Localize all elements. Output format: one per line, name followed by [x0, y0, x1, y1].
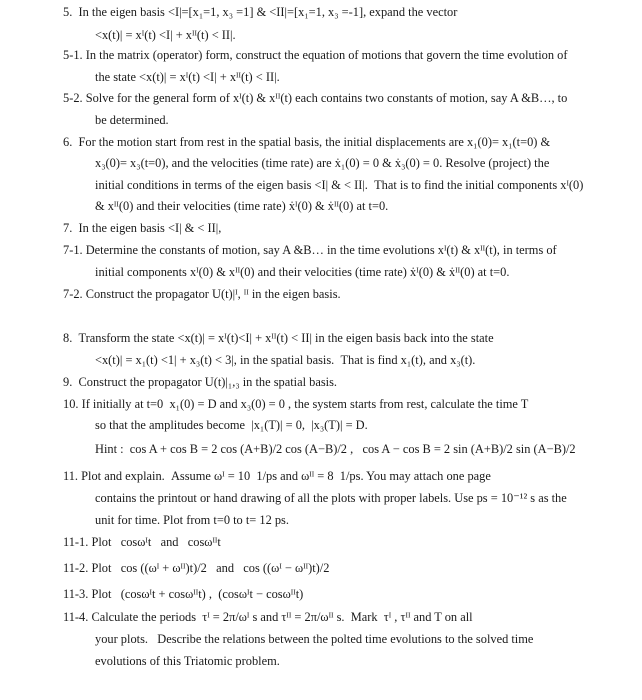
problem-5-line-1: 5. In the eigen basis <I|=[x₁=1, x₃ =1] & <II|=[x₁=1, x₃ =-1], expand the vector: [63, 5, 458, 19]
problem-11-2-line-1: 11-2. Plot cos ((ωᴵ + ωᴵᴵ)t)/2 and cos ((ωᴵ − ωᴵᴵ)t)/2: [63, 561, 330, 575]
problem-11-4-line-2: your plots. Describe the relations between the polted time evolutions to the solved time: [95, 632, 534, 646]
problem-11-line-2: contains the printout or hand drawing of all the plots with proper labels. Use ps = 10⁻¹² s as the: [95, 491, 567, 505]
problem-10-line-2: so that the amplitudes become |x₁(T)| = 0, |x₃(T)| = D.: [95, 418, 368, 432]
problem-9-line-1: 9. Construct the propagator U(t)|₁,₃ in the spatial basis.: [63, 375, 338, 389]
problem-11-3-line-1: 11-3. Plot (cosωᴵt + cosωᴵᴵt) , (cosωᴵt − cosωᴵᴵt): [63, 587, 304, 601]
problem-11-line-3: unit for time. Plot from t=0 to t= 12 ps.: [95, 513, 289, 527]
problem-5-2-line-1: 5-2. Solve for the general form of xᴵ(t) & xᴵᴵ(t) each contains two constants of motion, say A &B…, to: [63, 91, 568, 105]
problem-6-line-4: & xᴵᴵ(0) and their velocities (time rate) ẋᴵ(0) & ẋᴵᴵ(0) at t=0.: [95, 199, 389, 213]
problem-7-1-line-1: 7-1. Determine the constants of motion, say A &B… in the time evolutions xᴵ(t) & xᴵᴵ(t), in terms of: [63, 243, 557, 257]
problem-7-1-line-2: initial components xᴵ(0) & xᴵᴵ(0) and their velocities (time rate) ẋᴵ(0) & ẋᴵᴵ(0) at t=0.: [95, 265, 510, 279]
problem-5-1-line-1: 5-1. In the matrix (operator) form, construct the equation of motions that govern the time evolution of: [63, 48, 568, 62]
problem-5-line-2: <x(t)| = xᴵ(t) <I| + xᴵᴵ(t) < II|.: [95, 28, 236, 42]
problem-11-4-line-3: evolutions of this Triatomic problem.: [95, 654, 280, 668]
problem-11-line-1: 11. Plot and explain. Assume ωᴵ = 10 1/ps and ωᴵᴵ = 8 1/ps. You may attach one page: [63, 469, 491, 483]
problem-6-line-2: x₃(0)= x₃(t=0), and the velocities (time rate) are ẋ₁(0) = 0 & ẋ₃(0) = 0. Resolve (project) the: [95, 156, 550, 170]
problem-10-line-1: 10. If initially at t=0 x₁(0) = D and x₃(0) = 0 , the system starts from rest, calculate the time T: [63, 397, 529, 411]
problem-5-2-line-2: be determined.: [95, 113, 169, 127]
problem-10-hint: Hint : cos A + cos B = 2 cos (A+B)/2 cos (A−B)/2 , cos A − cos B = 2 sin (A+B)/2 sin (A−B)/2: [95, 442, 576, 456]
problem-5-1-line-2: the state <x(t)| = xᴵ(t) <I| + xᴵᴵ(t) < II|.: [95, 70, 280, 84]
problem-11-4-line-1: 11-4. Calculate the periods τᴵ = 2π/ωᴵ s and τᴵᴵ = 2π/ωᴵᴵ s. Mark τᴵ , τᴵᴵ and T on all: [63, 610, 473, 624]
problem-8-line-2: <x(t)| = x₁(t) <1| + x₃(t) < 3|, in the spatial basis. That is find x₁(t), and x₃(t).: [95, 353, 476, 367]
problem-6-line-1: 6. For the motion start from rest in the spatial basis, the initial displacements are x₁(0)= x₁(t=0) &: [63, 135, 551, 149]
problem-7-line-1: 7. In the eigen basis <I| & < II|,: [63, 221, 222, 235]
problem-7-2-line-1: 7-2. Construct the propagator U(t)|ᴵ, ᴵᴵ in the eigen basis.: [63, 287, 341, 301]
problem-8-line-1: 8. Transform the state <x(t)| = xᴵ(t)<I| + xᴵᴵ(t) < II| in the eigen basis back into the state: [63, 331, 494, 345]
problem-11-1-line-1: 11-1. Plot cosωᴵt and cosωᴵᴵt: [63, 535, 221, 549]
problem-6-line-3: initial conditions in terms of the eigen basis <I| & < II|. That is to find the initial components xᴵ(0): [95, 178, 584, 192]
